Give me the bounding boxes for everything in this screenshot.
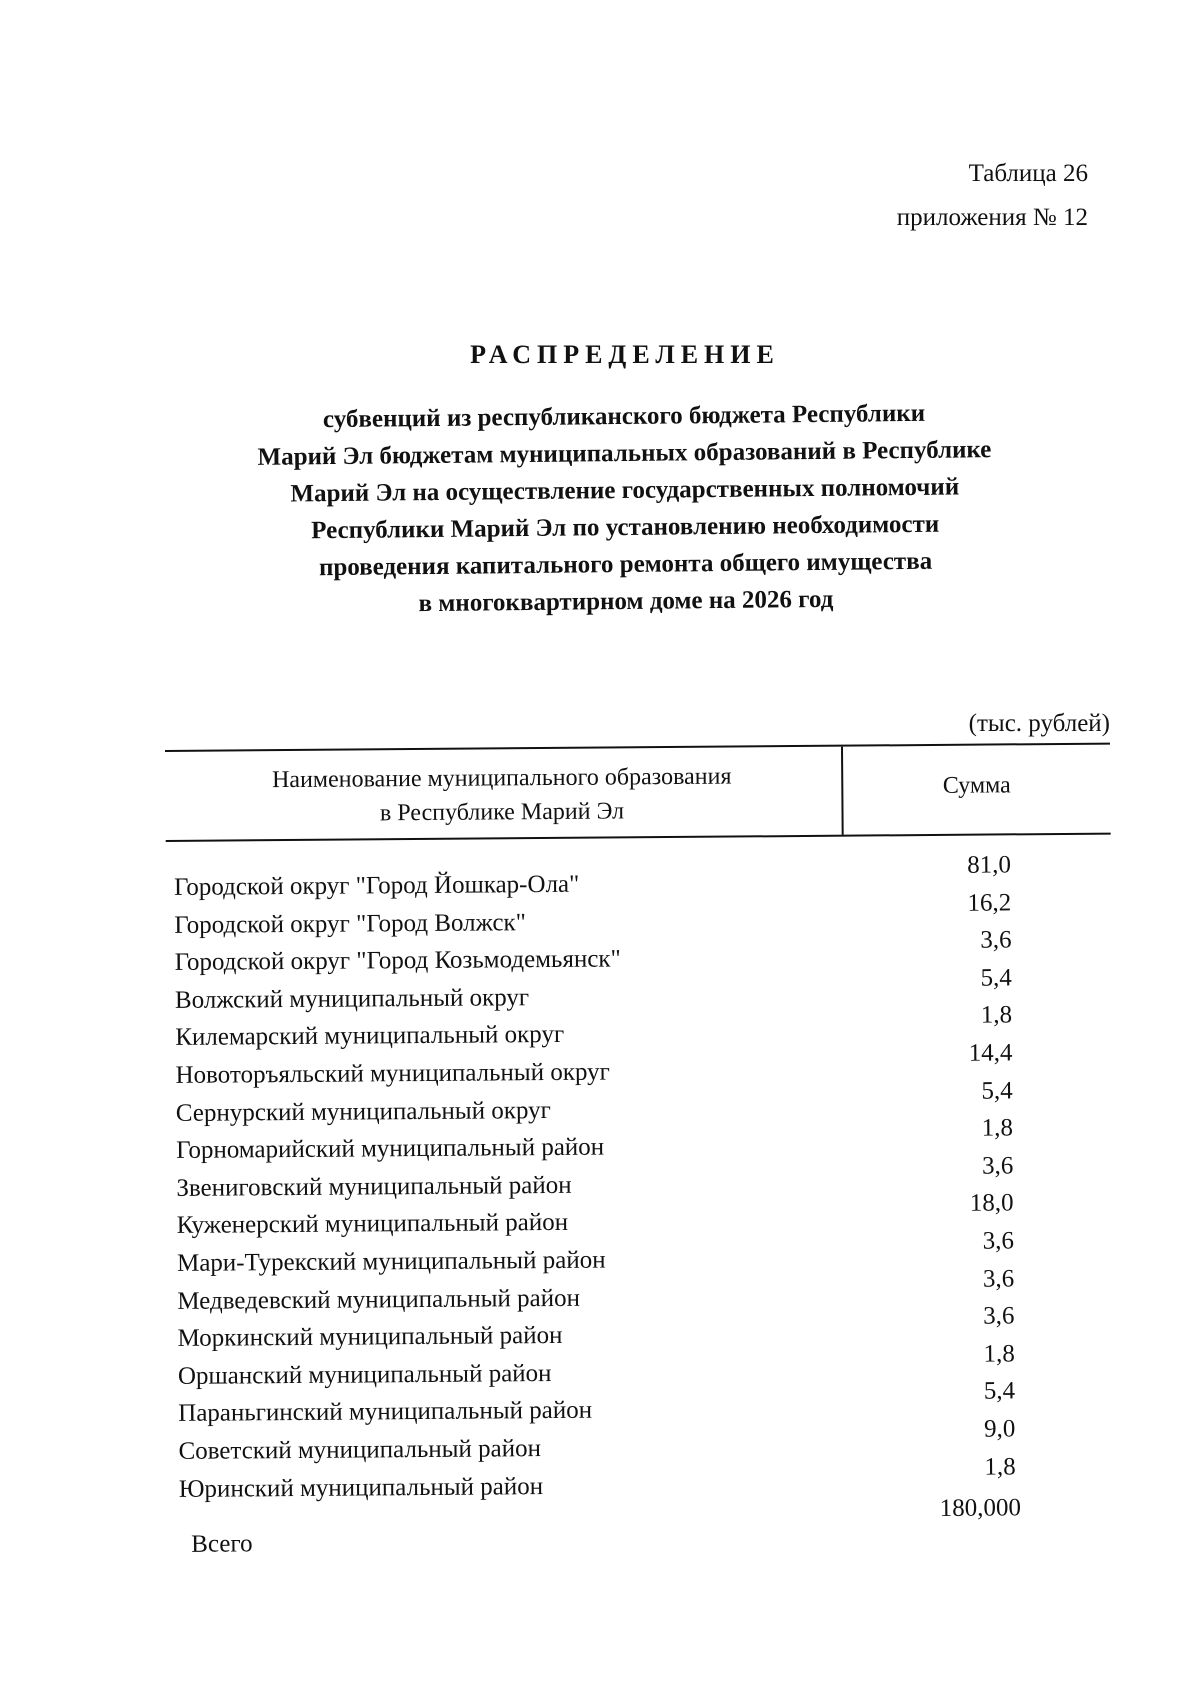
appendix-reference: приложения № 12	[896, 204, 1088, 231]
table-reference: Таблица 26	[968, 160, 1088, 187]
row-name: Моркинский муниципальный район	[177, 1322, 563, 1353]
row-value: 1,8	[984, 1452, 1016, 1481]
units-label: (тыс. рублей)	[968, 710, 1110, 737]
table-header	[165, 743, 1111, 842]
row-value: 16,2	[967, 888, 1012, 917]
row-value: 3,6	[981, 1152, 1014, 1180]
row-value: 9,0	[984, 1415, 1016, 1443]
row-name: Килемарский муниципальный округ	[175, 1021, 565, 1052]
subtitle-line: Марий Эл на осуществление государственных полномочий	[290, 473, 960, 508]
document-title: РАСПРЕДЕЛЕНИЕ	[470, 340, 780, 369]
row-name: Советский муниципальный район	[178, 1434, 542, 1465]
table-total-row	[171, 1494, 1116, 1559]
row-name: Сернурский муниципальный округ	[175, 1096, 551, 1127]
subtitle-line: Марий Эл бюджетам муниципальных образований в Республике	[257, 436, 992, 471]
row-value: 14,4	[968, 1039, 1013, 1067]
row-name: Новоторъяльский муниципальный округ	[175, 1058, 610, 1089]
row-name: Куженерский муниципальный район	[176, 1209, 569, 1240]
row-name: Звениговский муниципальный район	[176, 1171, 572, 1202]
total-value: 180,000	[939, 1494, 1022, 1523]
row-value: 3,6	[982, 1264, 1015, 1293]
row-value: 5,4	[983, 1377, 1016, 1405]
row-name: Мари-Турекский муниципальный район	[176, 1246, 606, 1277]
column-header-name-line: в Республике Марий Эл	[379, 798, 625, 827]
row-value: 18,0	[969, 1189, 1014, 1218]
row-name: Медведевский муниципальный район	[177, 1284, 581, 1315]
row-value: 1,8	[980, 1001, 1013, 1029]
row-name: Параньгинский муниципальный район	[178, 1396, 593, 1428]
distribution-table	[165, 743, 1116, 1559]
row-value: 3,6	[980, 926, 1012, 954]
row-name: Городской округ "Город Козьмодемьянск"	[174, 945, 621, 977]
row-name: Горномарийский муниципальный район	[176, 1133, 605, 1165]
row-value: 5,4	[981, 1076, 1013, 1105]
column-header-name-line: Наименование муниципального образования	[271, 763, 732, 794]
row-name: Городской округ "Город Волжск"	[174, 908, 526, 939]
total-label: Всего	[191, 1530, 253, 1558]
row-name: Волжский муниципальный округ	[174, 983, 530, 1014]
document-subtitle	[149, 393, 1101, 625]
row-value: 3,6	[982, 1227, 1014, 1255]
row-value: 1,8	[983, 1340, 1015, 1368]
row-name: Городской округ "Город Йошкар-Ола"	[173, 870, 580, 901]
subtitle-line: Республики Марий Эл по установлению необходимости	[311, 510, 940, 545]
row-value: 3,6	[983, 1302, 1015, 1330]
subtitle-line: в многоквартирном доме на 2026 год	[418, 585, 834, 618]
row-name: Юринский муниципальный район	[178, 1472, 544, 1503]
row-name: Оршанский муниципальный район	[177, 1359, 552, 1390]
column-header-sum: Сумма	[942, 772, 1011, 799]
row-value: 1,8	[981, 1114, 1014, 1142]
subtitle-line: субвенций из республиканского бюджета Республики	[322, 399, 926, 434]
column-header-name	[165, 759, 839, 832]
row-value: 81,0	[967, 851, 1012, 879]
table-body	[166, 851, 1116, 1559]
row-value: 5,4	[980, 964, 1012, 992]
subtitle-line: проведения капитального ремонта общего имущества	[318, 547, 933, 582]
